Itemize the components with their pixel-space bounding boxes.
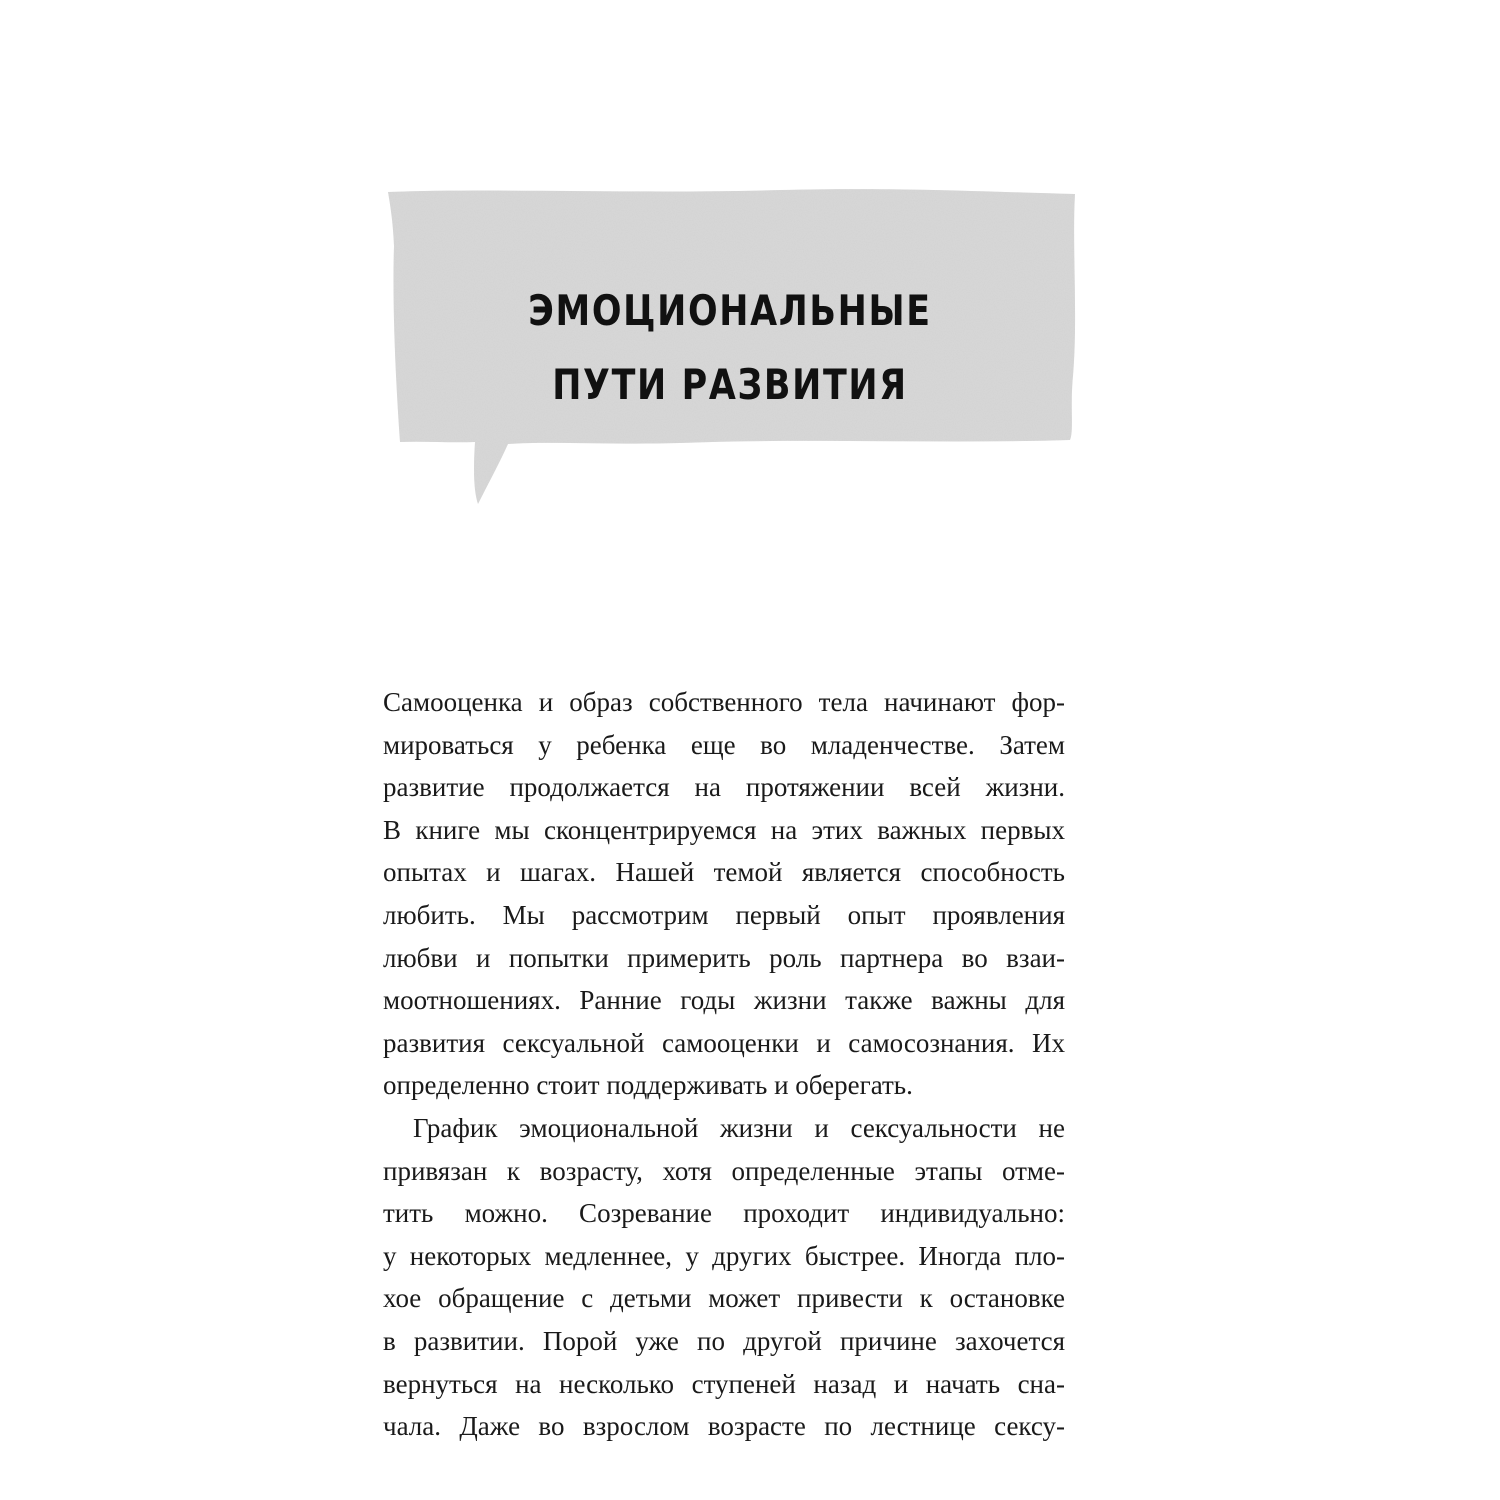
text-line: развития сексуальной самооценки и самосознания. Их: [383, 1027, 1065, 1058]
text-line: График эмоциональной жизни и сексуальности не: [413, 1112, 1065, 1143]
speech-bubble: [380, 186, 1080, 516]
paragraph-2: [383, 1107, 1065, 1448]
chapter-title-line-2: ПУТИ РАЗВИТИЯ: [552, 360, 908, 409]
text-line: мироваться у ребенка еще во младенчестве. Затем: [383, 729, 1065, 760]
text-line: в развитии. Порой уже по другой причине захочется: [383, 1325, 1065, 1356]
text-line: у некоторых медленнее, у других быстрее. Иногда пло-: [383, 1240, 1065, 1271]
text-line: определенно стоит поддерживать и оберегать.: [383, 1070, 913, 1101]
text-line: любви и попытки примерить роль партнера во взаи-: [383, 942, 1065, 973]
text-line: моотношениях. Ранние годы жизни также важны для: [383, 985, 1065, 1016]
text-line: тить можно. Созревание проходит индивидуально:: [383, 1198, 1065, 1229]
text-line: хое обращение с детьми может привести к остановке: [383, 1283, 1065, 1314]
text-line: опытах и шагах. Нашей темой является способность: [383, 857, 1065, 888]
text-line: любить. Мы рассмотрим первый опыт проявления: [383, 899, 1065, 930]
text-line: Самооценка и образ собственного тела начинают фор-: [383, 687, 1065, 717]
body-text: [383, 681, 1065, 1448]
text-line: чала. Даже во взрослом возрасте по лестнице сексу-: [383, 1411, 1065, 1442]
text-line: вернуться на несколько ступеней назад и начать сна-: [383, 1368, 1065, 1399]
chapter-title: [440, 274, 1021, 422]
text-line: развитие продолжается на протяжении всей жизни.: [383, 772, 1065, 803]
chapter-title-line-1: ЭМОЦИОНАЛЬНЫЕ: [528, 286, 932, 335]
text-line: В книге мы сконцентрируемся на этих важных первых: [383, 814, 1065, 845]
text-line: привязан к возрасту, хотя определенные этапы отме-: [383, 1155, 1065, 1186]
paragraph-1: [383, 681, 1065, 1107]
